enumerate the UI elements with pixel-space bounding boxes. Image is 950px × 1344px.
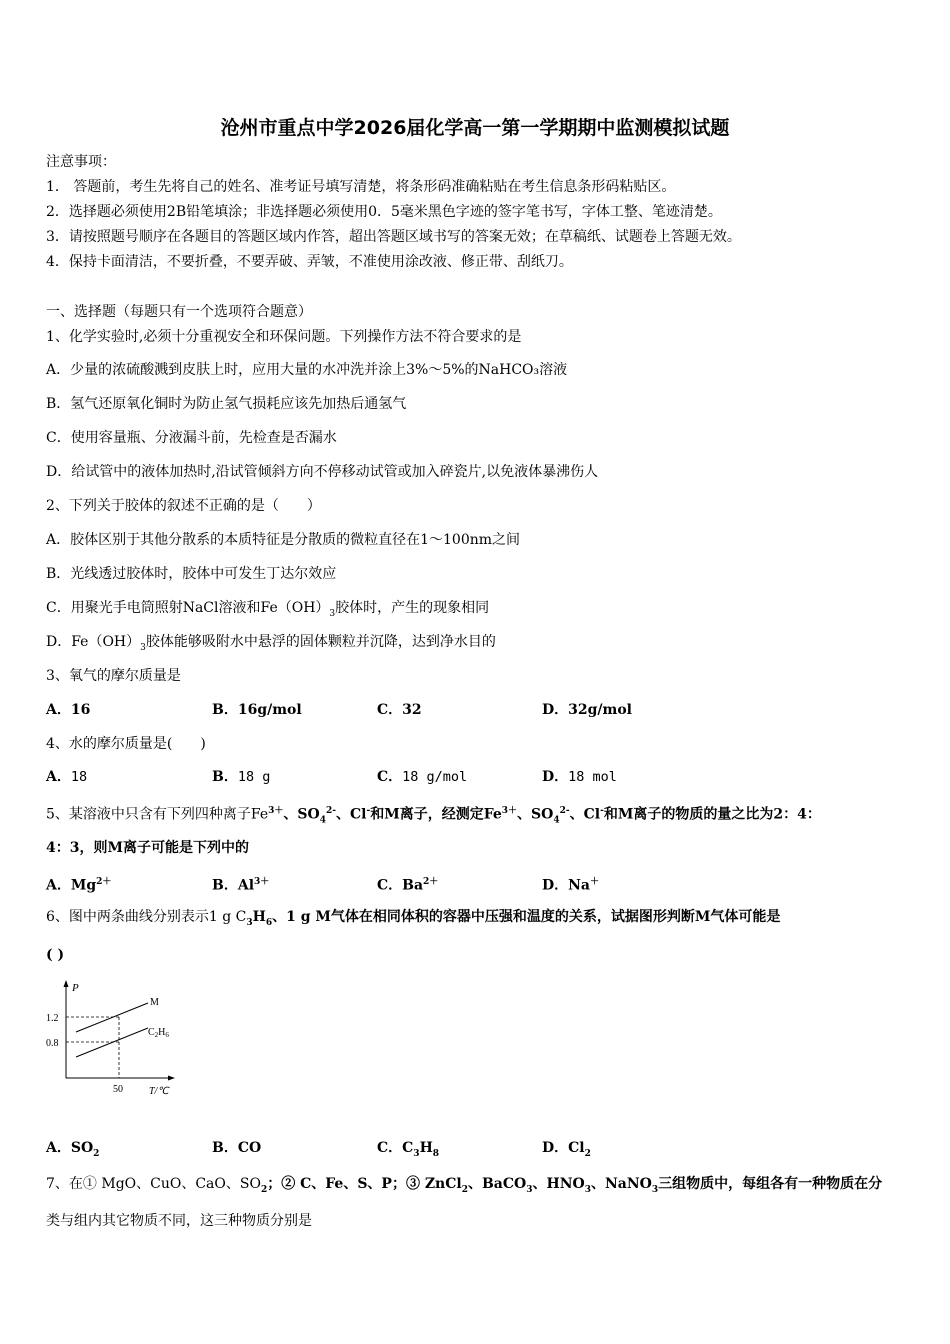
- q3-stem: 3、氧气的摩尔质量是: [46, 668, 181, 684]
- q5-option-b: B．$Al^{3+}$: [212, 877, 270, 894]
- q5-stem-line-1: 5、某溶液中只含有下列四种离子$Fe^{3+}$、$SO_4^{2-}$、Cl-和M离子，经测定$Fe^{3+}$、$SO_4^{2-}$、Cl-和M离子的物质的量之比为2：4：: [46, 806, 821, 826]
- notice-item-2: 2．选择题必须使用2B铅笔填涂；非选择题必须使用0．5毫米黑色字迹的签字笔书写，字体工整、笔迹清楚。: [46, 204, 722, 220]
- q6-option-c: C．$C_3H_8$: [377, 1140, 440, 1159]
- q3-option-d: D．32g/mol: [542, 702, 632, 718]
- q5-stem-line-2: 4：3，则M离子可能是下列中的: [46, 840, 249, 856]
- q6-option-b: B．CO: [212, 1140, 262, 1156]
- q5-options: [46, 872, 906, 892]
- q6-option-d: D．$Cl_2$: [542, 1140, 591, 1159]
- q6-options: [46, 1138, 906, 1158]
- notice-item-1: 1． 答题前，考生先将自己的姓名、准考证号填写清楚，将条形码准确粘贴在考生信息条形码粘贴区。: [46, 179, 676, 195]
- section-heading: 一、选择题（每题只有一个选项符合题意）: [46, 304, 312, 320]
- q3-option-b: B．16g/mol: [212, 702, 302, 718]
- q6-stem-line-1: 6、图中两条曲线分别表示1 g $C_3H_6$、1 g M气体在相同体积的容器中压强和温度的关系，试据图形判断M气体可能是: [46, 909, 781, 928]
- q3-option-a: A．16: [46, 702, 91, 718]
- q1-option-d: D．给试管中的液体加热时,沿试管倾斜方向不停移动试管或加入碎瓷片,以免液体暴沸伤人: [46, 464, 599, 480]
- q1-option-b: B．氢气还原氧化铜时为防止氢气损耗应该先加热后通氢气: [46, 396, 407, 412]
- q4-option-b: B．18 g: [212, 769, 271, 785]
- q4-option-a: A．18: [46, 769, 88, 785]
- curve-c3h6-label: $C_2H_6$: [148, 1027, 169, 1039]
- y-tick-0-8: 0.8: [46, 1038, 59, 1049]
- q2-stem: 2、下列关于胶体的叙述不正确的是（ ）: [46, 498, 321, 514]
- x-tick-50: 50: [113, 1084, 123, 1095]
- q5-option-a: A．$Mg^{2+}$: [46, 877, 112, 894]
- x-axis-label: T/℃: [149, 1086, 169, 1097]
- q2-option-b: B．光线透过胶体时，胶体中可发生丁达尔效应: [46, 566, 337, 582]
- q5-option-d: D．Na＋: [542, 877, 600, 894]
- q1-option-a: A．少量的浓硫酸溅到皮肤上时，应用大量的水冲洗并涂上3%～5%的NaHCO₃溶液: [46, 362, 568, 378]
- q6-stem-line-2: ( ): [46, 947, 65, 963]
- q3-options: [46, 700, 906, 720]
- graph-background: [44, 975, 182, 1101]
- q4-stem: 4、水的摩尔质量是( ): [46, 736, 206, 752]
- q7-stem-line-1: 7、在① MgO、CuO、CaO、$SO_2$；② C、Fe、S、P；③ ZnCl$_2$、BaCO$_3$、$HNO_3$、NaNO$_3$三组物质中，每组各有一种物质在分: [46, 1176, 883, 1195]
- q1-option-c: C．使用容量瓶、分液漏斗前，先检查是否漏水: [46, 430, 337, 446]
- notice-item-3: 3．请按照题号顺序在各题目的答题区域内作答，超出答题区域书写的答案无效；在草稿纸、试题卷上答题无效。: [46, 229, 741, 245]
- q4-option-c: C．18 g/mol: [377, 769, 468, 785]
- q2-option-c: C．用聚光手电筒照射NaCl溶液和$Fe(OH)_3$胶体时，产生的现象相同: [46, 600, 490, 619]
- q1-stem: 1、化学实验时,必须十分重视安全和环保问题。下列操作方法不符合要求的是: [46, 329, 522, 345]
- q4-options: [46, 767, 906, 787]
- q4-option-d: D．18 mol: [542, 769, 617, 785]
- notice-item-4: 4．保持卡面清洁，不要折叠，不要弄破、弄皱，不准使用涂改液、修正带、刮纸刀。: [46, 254, 573, 270]
- q3-option-c: C．32: [377, 702, 422, 718]
- y-tick-1-2: 1.2: [46, 1013, 59, 1024]
- curve-m-label: M: [150, 997, 159, 1008]
- exam-title: 沧州市重点中学2026届化学高一第一学期期中监测模拟试题: [220, 117, 730, 139]
- notice-heading: 注意事项：: [46, 154, 116, 170]
- q2-option-d: D．$Fe(OH)_3$胶体能够吸附水中悬浮的固体颗粒并沉降，达到净水目的: [46, 634, 496, 653]
- y-axis-label: P: [72, 982, 79, 994]
- q6-option-a: A．$SO_2$: [46, 1140, 100, 1159]
- pressure-temperature-graph: [44, 975, 182, 1101]
- q2-option-a: A．胶体区别于其他分散系的本质特征是分散质的微粒直径在1～100nm之间: [46, 532, 521, 548]
- q5-option-c: C．$Ba^{2+}$: [377, 877, 439, 894]
- q7-stem-line-2: 类与组内其它物质不同，这三种物质分别是: [46, 1213, 312, 1229]
